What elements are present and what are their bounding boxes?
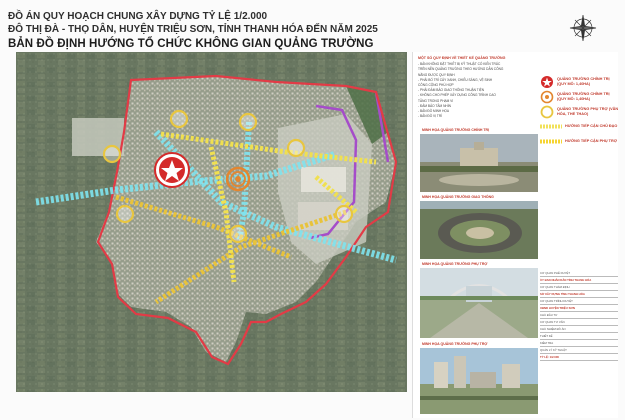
notes-title: MỘT SỐ QUY ĐỊNH VỀ THIẾT KẾ QUẢNG TRƯỜNG bbox=[418, 56, 506, 60]
auxiliary-square-marker[interactable] bbox=[104, 146, 120, 162]
orange-ring-icon bbox=[540, 90, 554, 104]
political-square-marker[interactable] bbox=[155, 153, 189, 187]
project-title-line2: ĐÔ THỊ ĐÀ - THỌ DÂN, HUYỆN TRIỆU SƠN, TỈNH THANH HÓA ĐẾN NĂM 2025 bbox=[8, 24, 378, 35]
map-view[interactable] bbox=[16, 52, 407, 392]
titleblock-line: CƠ QUAN TRÌNH DUYỆT bbox=[540, 298, 618, 305]
legend-label: QUẢNG TRƯỜNG CHÍNH TRỊ (QUY MÔ: 1,40HA) bbox=[557, 91, 610, 101]
titleblock-line: UBND HUYỆN TRIỆU SƠN bbox=[540, 305, 618, 312]
illustration-image[interactable] bbox=[420, 134, 538, 192]
titleblock-line: ỦY BAN NHÂN DÂN TỈNH THANH HÓA bbox=[540, 277, 618, 284]
notes-line: TẦNG TRONG PHẠM VI bbox=[418, 98, 454, 103]
titleblock-line: CƠ QUAN THẨM ĐỊNH bbox=[540, 284, 618, 291]
legend-label: QUẢNG TRƯỜNG CHÍNH TRỊ (QUY MÔ: 1,40HA) bbox=[557, 76, 610, 86]
traffic-square-illustration bbox=[420, 201, 538, 259]
legend-item bbox=[540, 89, 620, 104]
legend-item bbox=[540, 119, 620, 134]
titleblock-line: CHỦ NHIỆM ĐỒ ÁN bbox=[540, 326, 618, 333]
development-block bbox=[301, 167, 346, 192]
notes-line: TRÊN NỀN QUẢNG TRƯỜNG THEO HƯỚNG DẪN CÔNG bbox=[418, 67, 504, 72]
notes-line: NĂNG ĐƯỢC QUY ĐỊNH bbox=[418, 72, 455, 77]
notes-line: - BẢN ĐỒ VỊ TRÍ bbox=[418, 114, 443, 119]
auxiliary-square-illustration bbox=[420, 348, 538, 414]
notes-line: - PHẢI BỐ TRÍ CÂY XANH, CHIẾU SÁNG, VỆ SINH bbox=[418, 77, 493, 82]
illustration-image[interactable] bbox=[420, 201, 538, 259]
titleblock-line: CHỦ ĐẦU TƯ bbox=[540, 312, 618, 319]
legend bbox=[540, 74, 620, 149]
auxiliary-square-marker[interactable] bbox=[230, 226, 246, 242]
compass-logo-graphic bbox=[550, 6, 616, 56]
illustration-image[interactable] bbox=[420, 348, 538, 414]
illustration-caption: MINH HỌA QUẢNG TRƯỜNG GIAO THÔNG bbox=[422, 195, 494, 199]
legend-label: QUẢNG TRƯỜNG PHỤ TRỢ (VĂN HÓA, THỂ THAO) bbox=[557, 106, 619, 116]
notes-line: - KHÔNG CHO PHÉP XÂY DỰNG CÔNG TRÌNH CAO bbox=[418, 93, 496, 98]
sheet-title: BẢN ĐỒ ĐỊNH HƯỚNG TỔ CHỨC KHÔNG GIAN QUẢNG TRƯỜNG bbox=[8, 38, 374, 50]
titleblock-line: QUẢN LÝ KỸ THUẬT bbox=[540, 347, 618, 354]
project-title-line1: ĐỒ ÁN QUY HOẠCH CHUNG XÂY DỰNG TỶ LỆ 1/2.000 bbox=[8, 11, 268, 22]
titleblock-line: THIẾT KẾ bbox=[540, 333, 618, 340]
auxiliary-square-marker[interactable] bbox=[171, 111, 187, 127]
main-approach-line-icon bbox=[540, 124, 562, 129]
design-notes bbox=[418, 56, 516, 119]
auxiliary-square-marker[interactable] bbox=[117, 206, 133, 222]
illustration-caption: MINH HỌA QUẢNG TRƯỜNG PHỤ TRỢ bbox=[422, 262, 488, 266]
map-canvas bbox=[16, 52, 407, 392]
legend-item bbox=[540, 134, 620, 149]
titleblock-line: SỞ XÂY DỰNG TỈNH THANH HÓA bbox=[540, 291, 618, 298]
illustration-caption: MINH HỌA QUẢNG TRƯỜNG PHỤ TRỢ bbox=[422, 342, 488, 346]
legend-item bbox=[540, 104, 620, 119]
auxiliary-square-marker[interactable] bbox=[240, 114, 256, 130]
notes-line: - ĐẢM BẢO TẦM NHÌN bbox=[418, 103, 451, 108]
titleblock-line: CƠ QUAN TƯ VẤN bbox=[540, 319, 618, 326]
notes-line: - BẢN KHÔNG ĐẶT THIẾT BỊ KỸ THUẬT CÓ KIẾN TRÚC bbox=[418, 62, 501, 67]
political-square-secondary-marker[interactable] bbox=[227, 168, 249, 190]
legend-label: HƯỚNG TIẾP CẬN PHỤ TRỢ bbox=[565, 139, 617, 144]
titleblock-line: KIỂM TRA bbox=[540, 340, 618, 347]
yellow-ring-icon bbox=[540, 105, 554, 119]
title-block bbox=[540, 270, 618, 415]
legend-item bbox=[540, 74, 620, 89]
political-square-illustration bbox=[420, 134, 538, 192]
notes-line: - BẢN ĐỒ MINH HỌA bbox=[418, 109, 449, 114]
title-block-header bbox=[8, 10, 548, 53]
secondary-approach-line-icon bbox=[540, 139, 562, 144]
illustration-image[interactable] bbox=[420, 268, 538, 338]
titleblock-line: CƠ QUAN PHÊ DUYỆT bbox=[540, 270, 618, 277]
illustration-caption: MINH HỌA QUẢNG TRƯỜNG CHÍNH TRỊ bbox=[422, 128, 490, 132]
auxiliary-square-marker[interactable] bbox=[336, 206, 352, 222]
notes-line: - PHẢI ĐẢM BẢO GIAO THÔNG THUẬN TIỆN bbox=[418, 88, 485, 93]
titleblock-line: TỶ LỆ: 1/2.000 bbox=[540, 354, 618, 361]
auxiliary-square-illustration bbox=[420, 268, 538, 338]
auxiliary-square-marker[interactable] bbox=[288, 140, 304, 156]
notes-line: CÔNG CỘNG PHÙ HỢP bbox=[418, 83, 454, 88]
political-square-icon bbox=[540, 75, 554, 89]
legend-label: HƯỚNG TIẾP CẬN CHỦ ĐẠO bbox=[565, 124, 618, 129]
